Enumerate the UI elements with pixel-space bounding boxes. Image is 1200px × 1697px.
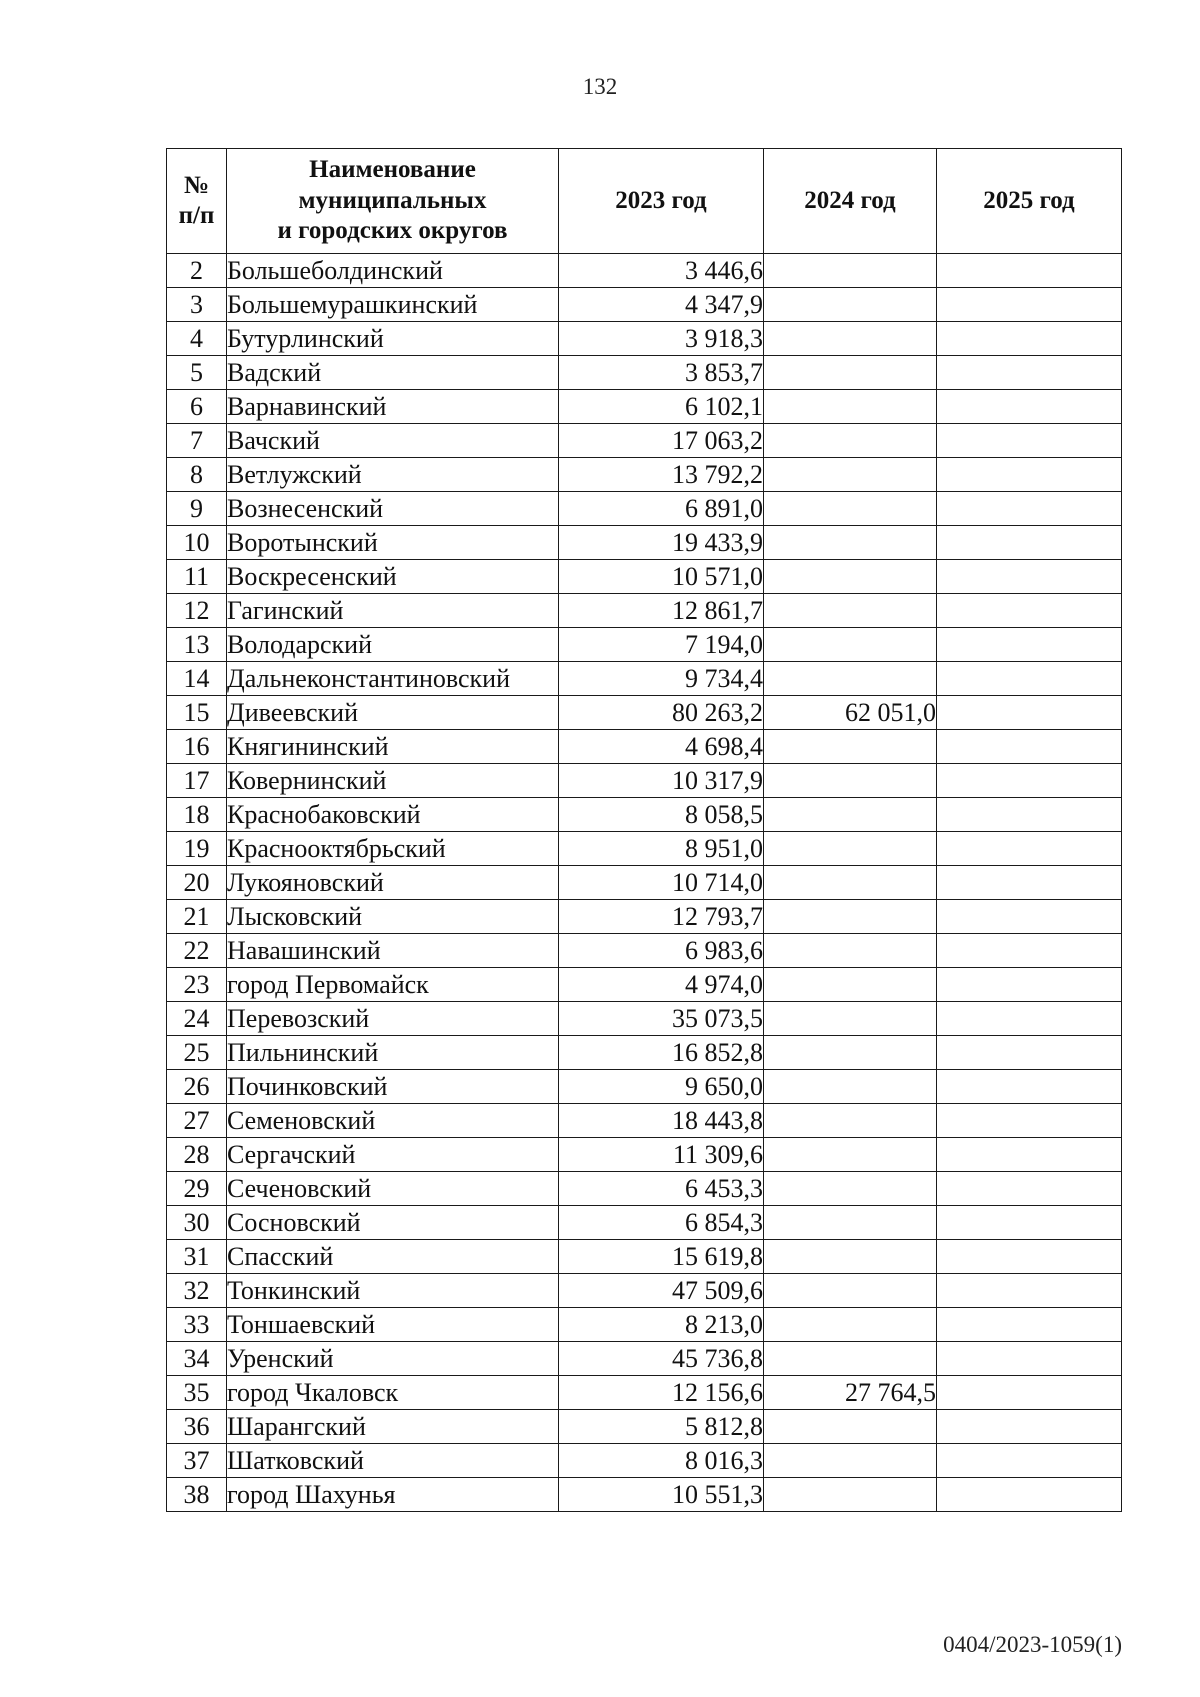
row-number: 8 [167, 458, 227, 492]
table-row [167, 1240, 1122, 1274]
row-value-2023: 9 650,0 [559, 1070, 764, 1104]
row-number: 34 [167, 1342, 227, 1376]
table-row [167, 1172, 1122, 1206]
row-number: 25 [167, 1036, 227, 1070]
row-value-2025 [937, 1138, 1122, 1172]
row-district-name: Воротынский [227, 526, 559, 560]
row-number: 17 [167, 764, 227, 798]
table-row [167, 322, 1122, 356]
row-value-2024 [764, 1240, 937, 1274]
row-value-2024 [764, 628, 937, 662]
row-value-2023: 18 443,8 [559, 1104, 764, 1138]
row-value-2023: 6 102,1 [559, 390, 764, 424]
row-number: 18 [167, 798, 227, 832]
row-value-2023: 16 852,8 [559, 1036, 764, 1070]
row-district-name: Гагинский [227, 594, 559, 628]
table-row [167, 968, 1122, 1002]
row-value-2025 [937, 832, 1122, 866]
row-number: 36 [167, 1410, 227, 1444]
row-value-2025 [937, 662, 1122, 696]
row-value-2023: 4 698,4 [559, 730, 764, 764]
row-value-2025 [937, 934, 1122, 968]
table-row [167, 1070, 1122, 1104]
document-code: 0404/2023-1059(1) [943, 1632, 1122, 1657]
row-number: 37 [167, 1444, 227, 1478]
row-district-name: Тоншаевский [227, 1308, 559, 1342]
row-number: 2 [167, 254, 227, 288]
row-district-name: Ветлужский [227, 458, 559, 492]
row-value-2025 [937, 288, 1122, 322]
row-value-2024 [764, 1206, 937, 1240]
header-number [167, 149, 227, 254]
row-number: 29 [167, 1172, 227, 1206]
row-number: 9 [167, 492, 227, 526]
row-value-2023: 4 347,9 [559, 288, 764, 322]
row-value-2023: 3 918,3 [559, 322, 764, 356]
row-value-2023: 4 974,0 [559, 968, 764, 1002]
row-value-2024: 62 051,0 [764, 696, 937, 730]
header-year-2025: 2025 год [937, 149, 1122, 254]
row-value-2025 [937, 866, 1122, 900]
row-value-2025 [937, 1274, 1122, 1308]
table-row [167, 1138, 1122, 1172]
row-value-2023: 6 453,3 [559, 1172, 764, 1206]
row-value-2025 [937, 1240, 1122, 1274]
row-value-2025 [937, 696, 1122, 730]
row-number: 20 [167, 866, 227, 900]
row-value-2023: 10 571,0 [559, 560, 764, 594]
row-district-name: Лысковский [227, 900, 559, 934]
table-row [167, 1478, 1122, 1512]
table-row [167, 900, 1122, 934]
row-value-2025 [937, 356, 1122, 390]
table-row [167, 1376, 1122, 1410]
row-value-2023: 9 734,4 [559, 662, 764, 696]
row-number: 19 [167, 832, 227, 866]
row-value-2023: 6 854,3 [559, 1206, 764, 1240]
row-value-2025 [937, 560, 1122, 594]
municipal-budget-table [166, 148, 1122, 1512]
row-value-2024 [764, 1002, 937, 1036]
table-row [167, 1104, 1122, 1138]
row-district-name: Шатковский [227, 1444, 559, 1478]
row-value-2024 [764, 1104, 937, 1138]
row-value-2025 [937, 1104, 1122, 1138]
row-number: 14 [167, 662, 227, 696]
row-value-2024 [764, 560, 937, 594]
row-value-2025 [937, 1172, 1122, 1206]
row-value-2023: 15 619,8 [559, 1240, 764, 1274]
row-value-2023: 35 073,5 [559, 1002, 764, 1036]
table-row [167, 628, 1122, 662]
row-district-name: Большеболдинский [227, 254, 559, 288]
row-value-2023: 8 058,5 [559, 798, 764, 832]
page-number: 132 [582, 74, 618, 99]
row-value-2023: 12 156,6 [559, 1376, 764, 1410]
row-number: 16 [167, 730, 227, 764]
row-value-2025 [937, 458, 1122, 492]
row-number: 26 [167, 1070, 227, 1104]
row-value-2024 [764, 390, 937, 424]
row-number: 28 [167, 1138, 227, 1172]
row-value-2024 [764, 458, 937, 492]
row-value-2023: 80 263,2 [559, 696, 764, 730]
row-value-2024 [764, 254, 937, 288]
row-value-2023: 8 016,3 [559, 1444, 764, 1478]
row-value-2025 [937, 492, 1122, 526]
row-value-2025 [937, 1342, 1122, 1376]
row-number: 3 [167, 288, 227, 322]
table-row [167, 730, 1122, 764]
table-row [167, 1274, 1122, 1308]
row-value-2025 [937, 1308, 1122, 1342]
table-row [167, 662, 1122, 696]
row-number: 15 [167, 696, 227, 730]
row-number: 21 [167, 900, 227, 934]
row-value-2023: 8 951,0 [559, 832, 764, 866]
table-row [167, 356, 1122, 390]
table-row [167, 1342, 1122, 1376]
row-number: 32 [167, 1274, 227, 1308]
row-value-2024 [764, 594, 937, 628]
row-value-2023: 5 812,8 [559, 1410, 764, 1444]
row-value-2023: 10 317,9 [559, 764, 764, 798]
row-value-2024 [764, 424, 937, 458]
row-value-2025 [937, 390, 1122, 424]
table-row [167, 594, 1122, 628]
table-row [167, 1002, 1122, 1036]
table-row [167, 764, 1122, 798]
row-value-2025 [937, 1036, 1122, 1070]
row-district-name: Навашинский [227, 934, 559, 968]
row-value-2024 [764, 1308, 937, 1342]
table-header-row [167, 149, 1122, 254]
header-name [227, 149, 559, 254]
row-value-2023: 3 446,6 [559, 254, 764, 288]
row-number: 6 [167, 390, 227, 424]
row-district-name: Сеченовский [227, 1172, 559, 1206]
row-district-name: Вачский [227, 424, 559, 458]
row-district-name: Уренский [227, 1342, 559, 1376]
table-row [167, 560, 1122, 594]
table-body [167, 254, 1122, 1512]
row-value-2024 [764, 1274, 937, 1308]
table-row [167, 798, 1122, 832]
row-value-2025 [937, 1070, 1122, 1104]
table-row [167, 1036, 1122, 1070]
table-row [167, 424, 1122, 458]
row-number: 35 [167, 1376, 227, 1410]
row-district-name: Дальнеконстантиновский [227, 662, 559, 696]
row-value-2024 [764, 934, 937, 968]
row-value-2023: 19 433,9 [559, 526, 764, 560]
row-number: 7 [167, 424, 227, 458]
row-number: 24 [167, 1002, 227, 1036]
row-value-2024 [764, 764, 937, 798]
row-district-name: Семеновский [227, 1104, 559, 1138]
header-number-text: № п/п [178, 171, 215, 229]
row-value-2025 [937, 1376, 1122, 1410]
row-district-name: Дивеевский [227, 696, 559, 730]
row-value-2023: 7 194,0 [559, 628, 764, 662]
row-value-2023: 3 853,7 [559, 356, 764, 390]
row-value-2025 [937, 968, 1122, 1002]
table-row [167, 934, 1122, 968]
row-district-name: Починковский [227, 1070, 559, 1104]
table-row [167, 458, 1122, 492]
row-value-2024 [764, 1138, 937, 1172]
row-value-2023: 12 861,7 [559, 594, 764, 628]
row-value-2025 [937, 1444, 1122, 1478]
row-number: 38 [167, 1478, 227, 1512]
row-value-2024 [764, 1444, 937, 1478]
row-district-name: Пильнинский [227, 1036, 559, 1070]
row-value-2024 [764, 322, 937, 356]
row-district-name: Воскресенский [227, 560, 559, 594]
table-row [167, 1410, 1122, 1444]
row-value-2025 [937, 594, 1122, 628]
row-district-name: Шарангский [227, 1410, 559, 1444]
header-year-2024: 2024 год [764, 149, 937, 254]
row-value-2023: 13 792,2 [559, 458, 764, 492]
row-value-2025 [937, 1478, 1122, 1512]
row-district-name: город Первомайск [227, 968, 559, 1002]
table-row [167, 1444, 1122, 1478]
row-value-2023: 8 213,0 [559, 1308, 764, 1342]
row-value-2025 [937, 764, 1122, 798]
row-value-2024 [764, 866, 937, 900]
row-district-name: Вознесенский [227, 492, 559, 526]
table-row [167, 832, 1122, 866]
table-row [167, 1308, 1122, 1342]
row-value-2025 [937, 424, 1122, 458]
row-district-name: Бутурлинский [227, 322, 559, 356]
row-district-name: Большемурашкинский [227, 288, 559, 322]
table-row [167, 696, 1122, 730]
row-number: 5 [167, 356, 227, 390]
row-value-2024 [764, 1172, 937, 1206]
row-value-2023: 6 891,0 [559, 492, 764, 526]
row-value-2024 [764, 356, 937, 390]
row-value-2024 [764, 1410, 937, 1444]
row-value-2024: 27 764,5 [764, 1376, 937, 1410]
row-number: 27 [167, 1104, 227, 1138]
row-value-2025 [937, 900, 1122, 934]
row-value-2023: 10 551,3 [559, 1478, 764, 1512]
row-value-2023: 17 063,2 [559, 424, 764, 458]
row-district-name: Сосновский [227, 1206, 559, 1240]
row-number: 11 [167, 560, 227, 594]
row-district-name: Ковернинский [227, 764, 559, 798]
row-value-2024 [764, 526, 937, 560]
row-value-2025 [937, 254, 1122, 288]
row-value-2024 [764, 1070, 937, 1104]
row-number: 30 [167, 1206, 227, 1240]
table-row [167, 526, 1122, 560]
row-value-2025 [937, 730, 1122, 764]
row-value-2025 [937, 798, 1122, 832]
row-value-2024 [764, 968, 937, 1002]
row-value-2025 [937, 1206, 1122, 1240]
row-value-2025 [937, 628, 1122, 662]
table-row [167, 1206, 1122, 1240]
table-row [167, 390, 1122, 424]
row-number: 12 [167, 594, 227, 628]
row-value-2024 [764, 798, 937, 832]
row-value-2024 [764, 730, 937, 764]
row-value-2023: 47 509,6 [559, 1274, 764, 1308]
row-district-name: Сергачский [227, 1138, 559, 1172]
table-row [167, 492, 1122, 526]
table-row [167, 288, 1122, 322]
row-value-2025 [937, 1002, 1122, 1036]
row-value-2023: 11 309,6 [559, 1138, 764, 1172]
header-name-text: Наименование муниципальных и городских округов [277, 156, 508, 245]
table-row [167, 254, 1122, 288]
row-value-2025 [937, 1410, 1122, 1444]
row-district-name: Варнавинский [227, 390, 559, 424]
row-value-2024 [764, 492, 937, 526]
row-district-name: Краснооктябрьский [227, 832, 559, 866]
row-number: 33 [167, 1308, 227, 1342]
row-number: 23 [167, 968, 227, 1002]
row-value-2023: 45 736,8 [559, 1342, 764, 1376]
row-number: 31 [167, 1240, 227, 1274]
header-year-2023: 2023 год [559, 149, 764, 254]
row-number: 10 [167, 526, 227, 560]
row-number: 4 [167, 322, 227, 356]
row-value-2024 [764, 832, 937, 866]
row-district-name: Тонкинский [227, 1274, 559, 1308]
row-value-2025 [937, 526, 1122, 560]
row-district-name: город Чкаловск [227, 1376, 559, 1410]
row-number: 13 [167, 628, 227, 662]
row-district-name: Лукояновский [227, 866, 559, 900]
row-value-2024 [764, 900, 937, 934]
row-value-2023: 6 983,6 [559, 934, 764, 968]
row-value-2024 [764, 1036, 937, 1070]
row-district-name: Володарский [227, 628, 559, 662]
row-value-2023: 12 793,7 [559, 900, 764, 934]
row-number: 22 [167, 934, 227, 968]
row-value-2023: 10 714,0 [559, 866, 764, 900]
row-district-name: город Шахунья [227, 1478, 559, 1512]
row-value-2024 [764, 1478, 937, 1512]
row-district-name: Княгининский [227, 730, 559, 764]
row-district-name: Перевозский [227, 1002, 559, 1036]
row-value-2024 [764, 1342, 937, 1376]
row-district-name: Краснобаковский [227, 798, 559, 832]
row-district-name: Вадский [227, 356, 559, 390]
row-value-2024 [764, 288, 937, 322]
row-value-2024 [764, 662, 937, 696]
row-district-name: Спасский [227, 1240, 559, 1274]
row-value-2025 [937, 322, 1122, 356]
table-row [167, 866, 1122, 900]
